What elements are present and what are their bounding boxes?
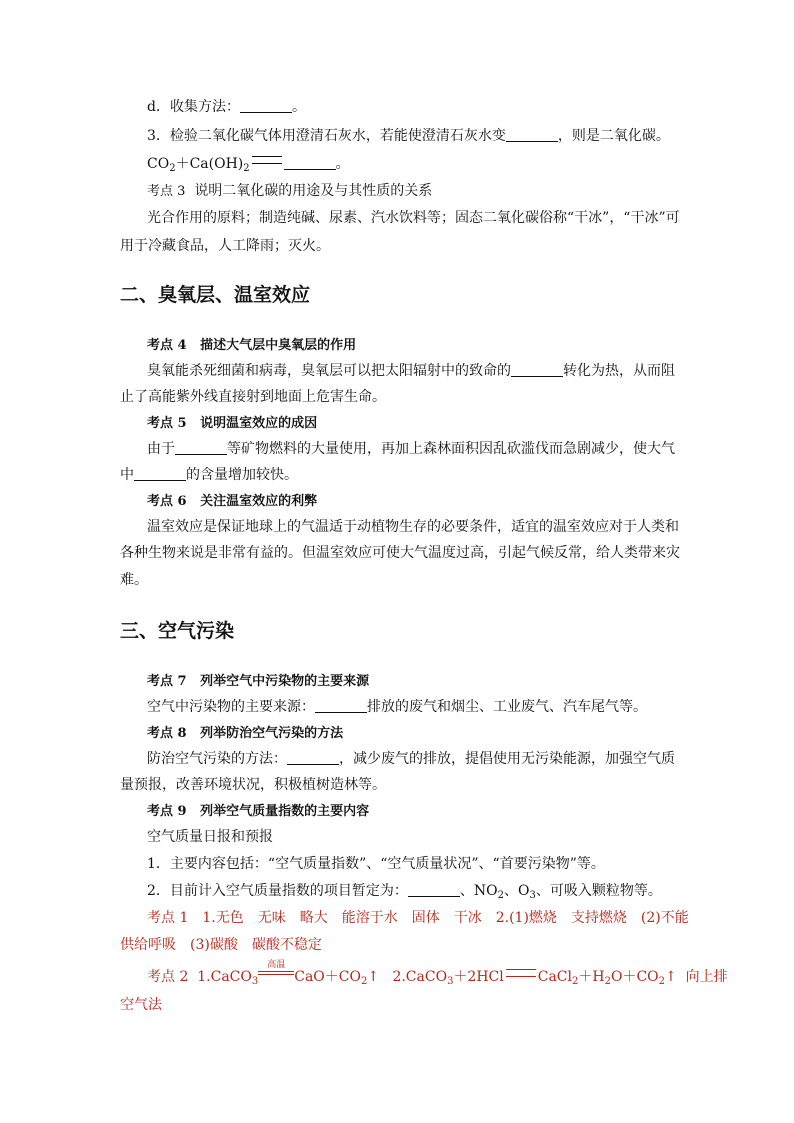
kaodian-4-text-1: 臭氧能杀死细菌和病毒，臭氧层可以把太阳辐射中的致命的 转化为热，从而阻 [147,363,675,379]
kaodian-3-heading: 考点 3 说明二氧化碳的用途及与其性质的关系 [147,183,433,199]
collect-method-line: d．收集方法： 。 [147,99,306,115]
answer-kaodian-1-line-2: 供给呼吸 (3)碳酸 碳酸不稳定 [120,937,322,953]
kaodian-5-heading: 考点 5 说明温室效应的成因 [147,416,318,431]
reaction-arrow-high-temp: 高温 [258,968,294,978]
kaodian-4-heading: 考点 4 描述大气层中臭氧层的作用 [147,338,357,353]
answer-kaodian-2-line-2: 空气法 [120,997,162,1013]
kaodian-3-text-2: 用于冷藏食品，人工降雨；灭火。 [120,238,330,254]
kaodian-9-heading: 考点 9 列举空气质量指数的主要内容 [147,804,370,819]
kaodian-9-text-1: 空气质量日报和预报 [147,829,273,845]
answer-blank[interactable] [408,882,460,897]
kaodian-6-text-1: 温室效应是保证地球上的气温适于动植物生存的必要条件，适宜的温室效应对于人类和 [147,519,679,535]
kaodian-6-heading: 考点 6 关注温室效应的利弊 [147,494,318,509]
kaodian-6-text-3: 难。 [120,572,148,588]
kaodian-3-text-1: 光合作用的原料；制造纯碱、尿素、汽水饮料等；固态二氧化碳俗称“干冰”，“干冰”可 [147,210,680,226]
answer-blank[interactable] [506,127,558,142]
kaodian-5-text-2: 中 的含量增加较快。 [120,467,298,483]
equation-line: $CO_2+Ca(OH)_2$ 。 [147,156,350,174]
kaodian-8-heading: 考点 8 列举防治空气污染的方法 [147,726,344,741]
answer-blank[interactable] [287,750,339,765]
section-2-heading: 二、臭氧层、温室效应 [120,284,311,306]
section-3-heading: 三、空气污染 [120,620,235,642]
kaodian-9-text-2: 1．主要内容包括：“空气质量指数”、“空气质量状况”、“首要污染物”等。 [147,856,605,872]
answer-blank[interactable] [511,362,563,377]
kaodian-6-text-2: 各种生物来说是非常有益的。但温室效应可使大气温度过高，引起气候反常，给人类带来灾 [120,545,680,561]
kaodian-4-text-2: 止了高能紫外线直接射到地面上危害生命。 [120,389,386,405]
answer-blank[interactable] [315,698,367,713]
answer-kaodian-1-line-1: 考点 1 1.无色 无味 略大 能溶于水 固体 干冰 2.(1)燃烧 支持燃烧 (2)不能 [147,910,689,926]
kaodian-8-text-2: 量预报，改善环境状况，积极植树造林等。 [120,777,386,793]
equals-sign [252,156,282,164]
answer-blank[interactable] [175,440,227,455]
answer-kaodian-2-line-1: 考点 2 1.CaCO$_3$ 高温 $CaO+CO_2↑$ 2.CaCO$_3$＋2HCl $CaCl_2+H_2O+CO_2↑$ 向上排 [147,960,728,987]
kaodian-7-heading: 考点 7 列举空气中污染物的主要来源 [147,674,370,689]
test-co2-line: 3．检验二氧化碳气体用澄清石灰水，若能使澄清石灰水变 ，则是二氧化碳。 [147,128,670,144]
equals-sign [506,969,536,977]
answer-blank[interactable] [240,98,292,113]
kaodian-8-text-1: 防治空气污染的方法： ，减少废气的排放，提倡使用无污染能源，加强空气质 [147,751,675,767]
kaodian-5-text-1: 由于 等矿物燃料的大量使用，再加上森林面积因乱砍滥伐而急剧减少，使大气 [147,441,675,457]
kaodian-7-text-1: 空气中污染物的主要来源： 排放的废气和烟尘、工业废气、汽车尾气等。 [147,699,647,715]
kaodian-9-text-3: 2．目前计入空气质量指数的项目暂定为： 、$NO_2$、$O_3$、可吸入颗粒物等。 [147,883,662,901]
answer-blank[interactable] [284,155,336,170]
answer-blank[interactable] [134,466,186,481]
